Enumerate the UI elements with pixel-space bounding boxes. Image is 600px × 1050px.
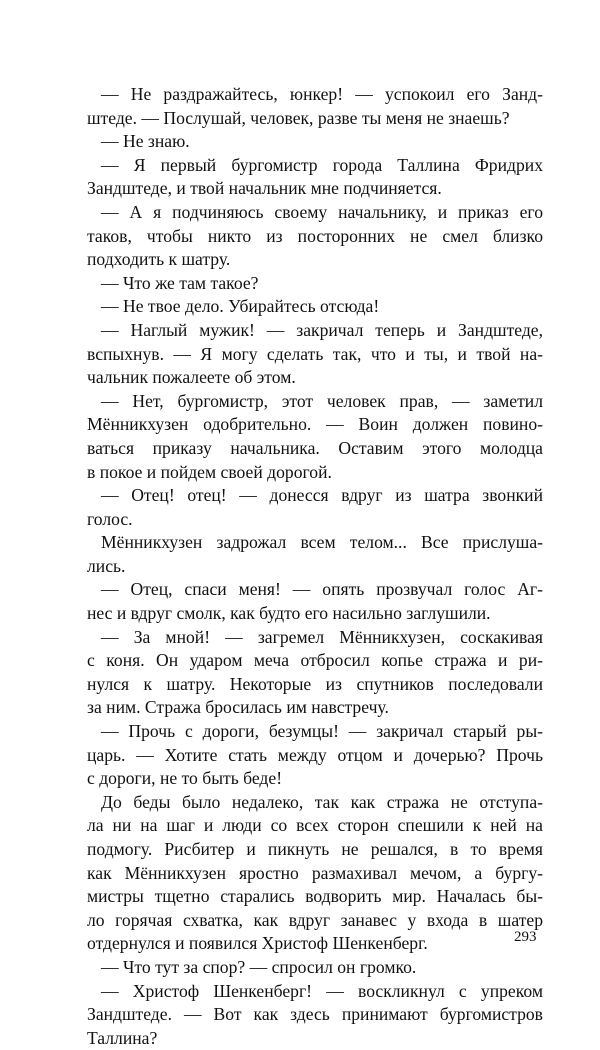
text-column xyxy=(87,83,543,1050)
paragraph xyxy=(87,201,543,272)
text-line: царь. — Хотите стать между отцом и дочерью? Прочь xyxy=(87,744,543,765)
text-line: с коня. Он ударом меча отбросил копье стража и ри- xyxy=(87,650,543,671)
text-line: Зандштеде. — Вот как здесь принимают бургомистров xyxy=(87,1004,543,1025)
page-body xyxy=(87,83,543,1050)
text-line: штеде. — Послушай, человек, разве ты меня не знаешь? xyxy=(87,107,510,128)
text-line: — Не твое дело. Убирайтесь отсюда! xyxy=(101,296,380,317)
paragraph xyxy=(87,626,543,720)
paragraph xyxy=(87,390,543,484)
text-line: подходить к шатру. xyxy=(87,249,231,270)
text-line: как Мённикхузен яростно размахивал мечом, а бургу- xyxy=(87,862,543,883)
text-line: мистры тщетно старались водворить мир. Началась бы- xyxy=(87,886,543,907)
text-line: Мённикхузен одобрительно. — Воин должен повино- xyxy=(87,414,543,435)
text-line: ла ни на шаг и люди со всех сторон спешили к ней на xyxy=(87,815,543,836)
text-line: Зандштеде, и твой начальник мне подчиняется. xyxy=(87,178,442,199)
text-line: голос. xyxy=(87,508,133,529)
text-line: нес и вдруг смолк, как будто его насильно заглушили. xyxy=(87,603,491,624)
text-line: отдернулся и появился Христоф Шенкенберг. xyxy=(87,933,428,954)
text-line: — Христоф Шенкенберг! — воскликнул с упреком xyxy=(101,980,543,1001)
paragraph xyxy=(87,272,543,296)
paragraph xyxy=(87,130,543,154)
paragraph xyxy=(87,83,543,130)
text-line: чальник пожалеете об этом. xyxy=(87,367,296,388)
text-line: с дороги, не то быть беде! xyxy=(87,768,283,789)
text-line: таков, чтобы никто из посторонних не смел близко xyxy=(87,225,543,246)
text-line: лись. xyxy=(87,555,126,576)
paragraph xyxy=(87,531,543,578)
text-line: — За мной! — загремел Мённикхузен, соскакивая xyxy=(101,626,543,647)
text-line: Мённикхузен задрожал всем телом... Все прислуша- xyxy=(101,532,543,553)
paragraph xyxy=(87,791,543,956)
text-line: нулся к шатру. Некоторые из спутников последовали xyxy=(87,673,543,694)
page-number: 293 xyxy=(514,929,537,945)
text-line: — Отец! отец! — донесся вдруг из шатра звонкий xyxy=(101,485,543,506)
paragraph xyxy=(87,295,543,319)
paragraph xyxy=(87,578,543,625)
text-line: — Наглый мужик! — закричал теперь и Зандштеде, xyxy=(101,319,543,340)
text-line: — Отец, спаси меня! — опять прозвучал голос Аг- xyxy=(101,579,543,600)
text-line: — Прочь с дороги, безумцы! — закричал старый ры- xyxy=(101,721,543,742)
text-line: — Что же там такое? xyxy=(101,272,259,293)
paragraph xyxy=(87,720,543,791)
paragraph xyxy=(87,319,543,390)
text-line: — Нет, бургомистр, этот человек прав, — заметил xyxy=(101,390,543,411)
paragraph xyxy=(87,956,543,980)
text-line: — Я первый бургомистр города Таллина Фридрих xyxy=(101,154,543,175)
paragraph xyxy=(87,980,543,1050)
text-line: До беды было недалеко, так как стража не отступа- xyxy=(101,791,543,812)
paragraph xyxy=(87,484,543,531)
text-line: — Не знаю. xyxy=(101,131,190,152)
text-line: ваться приказу начальника. Оставим этого молодца xyxy=(87,437,543,458)
text-line: ло горячая схватка, как вдруг занавес у входа в шатер xyxy=(87,909,543,930)
text-line: — Что тут за спор? — спросил он громко. xyxy=(101,956,417,977)
text-line: за ним. Стража бросилась им навстречу. xyxy=(87,697,389,718)
text-line: подмогу. Рисбитер и пикнуть не решался, в то время xyxy=(87,839,543,859)
text-line: — Не раздражайтесь, юнкер! — успокоил его Занд- xyxy=(101,84,543,104)
text-line: — А я подчиняюсь своему начальнику, и приказ его xyxy=(101,201,543,222)
text-line: в покое и пойдем своей дорогой. xyxy=(87,461,332,482)
paragraph xyxy=(87,154,543,201)
text-line: вспыхнув. — Я могу сделать так, что и ты, и твой на- xyxy=(87,343,543,364)
text-line: Таллина? xyxy=(87,1027,158,1048)
